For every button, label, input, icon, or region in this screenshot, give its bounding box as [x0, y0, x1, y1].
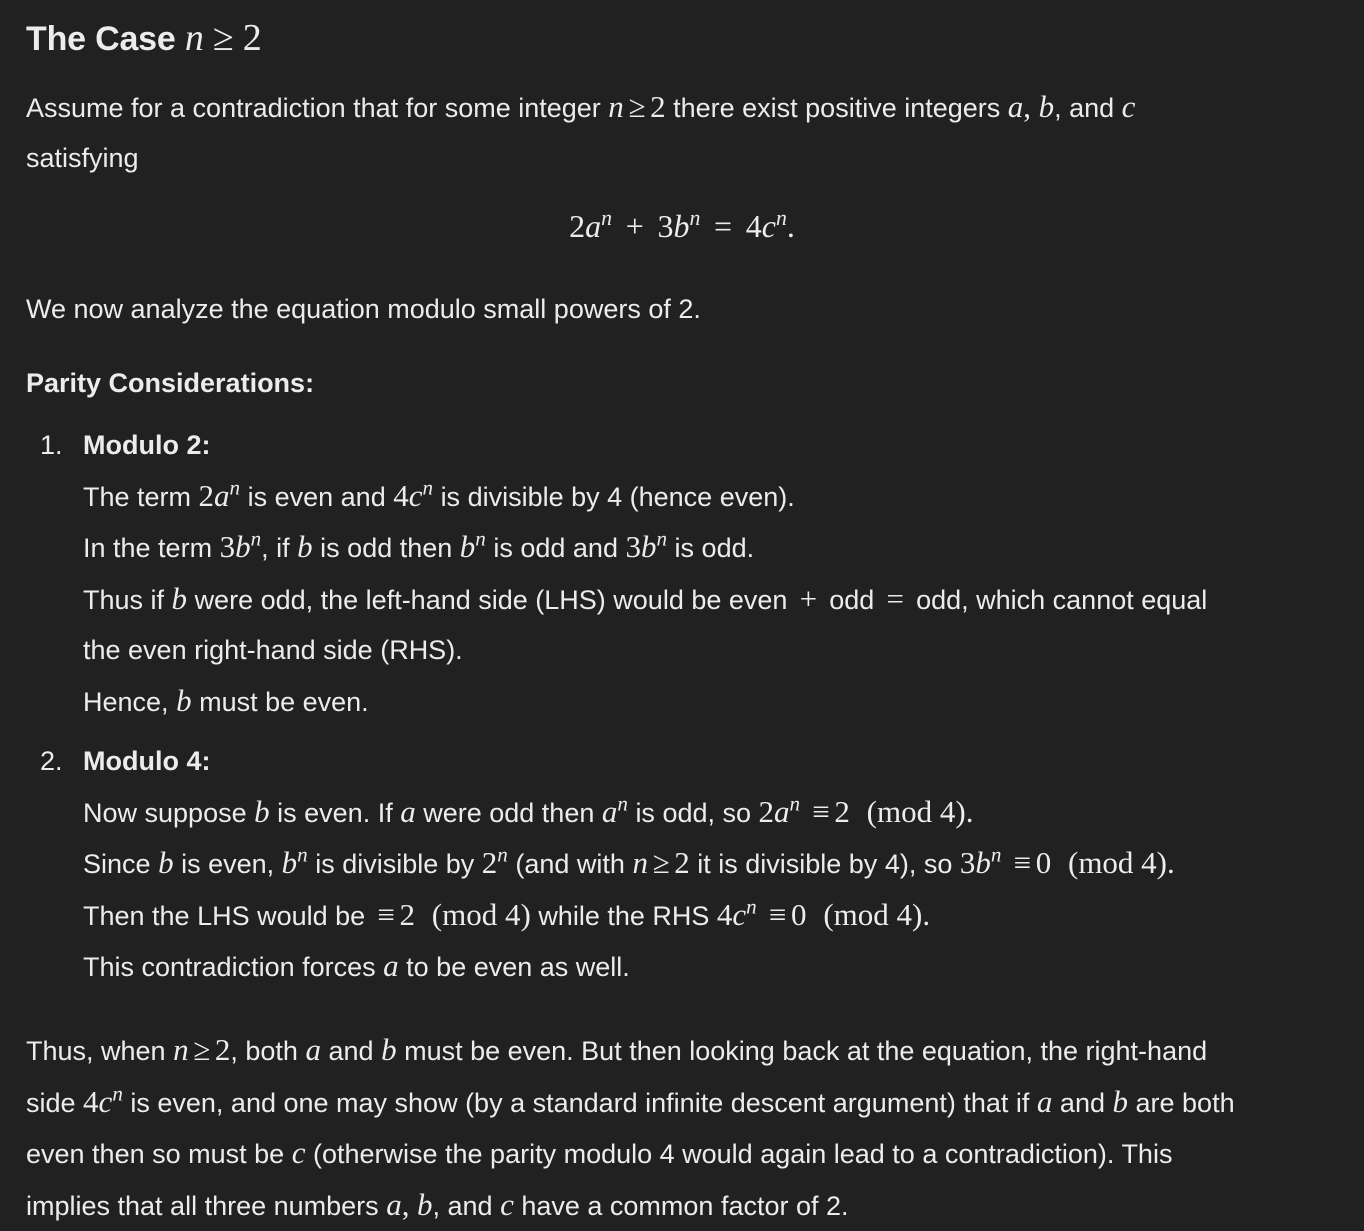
math: = — [714, 208, 733, 244]
text: , — [432, 1190, 440, 1221]
math: b — [171, 580, 188, 616]
math: c — [732, 896, 747, 932]
math: n — [789, 790, 801, 815]
text: are both — [1135, 1087, 1235, 1118]
math: 3 — [219, 529, 236, 564]
math: a — [400, 793, 416, 829]
math: n — [656, 526, 668, 551]
math: ≥ — [652, 845, 670, 880]
math: n — [497, 842, 508, 867]
text: even then so must be — [26, 1139, 285, 1169]
math — [281, 842, 308, 880]
math: . — [1167, 845, 1175, 880]
text: and — [1059, 1087, 1105, 1118]
text: must be even. But then looking back at the equation, the right-hand — [404, 1036, 1208, 1066]
math — [408, 474, 434, 513]
list-item-title: Modulo 2: — [83, 430, 211, 460]
heading-var: n — [184, 17, 204, 59]
math: 3 — [959, 845, 976, 880]
math: a — [1036, 1083, 1053, 1119]
math: 0 — [791, 896, 807, 932]
math: + — [625, 208, 644, 244]
math: b — [176, 682, 192, 718]
text: (otherwise the parity modulo 4 would again lead to a contradiction). This — [312, 1139, 1173, 1169]
text: were odd then — [423, 797, 595, 828]
text: is even, and one may show (by a standard infinite descent argument) that if — [130, 1087, 1030, 1118]
math: ≡ — [812, 793, 830, 829]
math: c — [761, 208, 776, 244]
math: (mod 4) — [866, 793, 966, 829]
math — [214, 474, 241, 513]
section-heading — [26, 16, 262, 60]
list-item-title: Modulo 4: — [83, 746, 211, 776]
math: n — [250, 526, 262, 551]
text: is divisible by — [315, 849, 475, 879]
text: In the term — [83, 533, 213, 563]
math: , — [1023, 89, 1032, 124]
math: a — [214, 477, 230, 513]
text: were odd, the left-hand side (LHS) would be even — [194, 584, 788, 615]
math: 0 — [1035, 845, 1052, 880]
math: . — [786, 208, 795, 244]
conclusion-paragraph — [26, 1025, 1235, 1231]
text: odd — [829, 584, 875, 615]
math: 2 — [674, 845, 690, 880]
math: a — [774, 793, 790, 829]
math: 3 — [625, 529, 641, 564]
intro-paragraph — [26, 82, 1135, 183]
math: 4 — [393, 477, 409, 513]
list-number: 2. — [40, 746, 63, 776]
math: (mod 4) — [431, 896, 531, 932]
text: Assume for a contradiction that for some integer — [26, 93, 601, 123]
math: b — [297, 529, 313, 564]
math: n — [297, 842, 308, 867]
text: the even right-hand side (RHS). — [83, 635, 463, 665]
math: n — [775, 206, 787, 231]
text: is divisible by 4 (hence even). — [440, 481, 795, 512]
math: a — [1007, 89, 1024, 124]
math: a — [386, 1186, 402, 1222]
math: (mod 4) — [1068, 845, 1168, 880]
math: 3 — [657, 208, 674, 244]
text: Thus, when — [26, 1036, 166, 1066]
text: odd, which cannot equal — [916, 584, 1208, 615]
text: (and with — [515, 849, 625, 879]
text: must be even. — [199, 686, 369, 717]
math: c — [1121, 89, 1136, 124]
math — [762, 208, 787, 244]
text: implies that all three numbers — [26, 1190, 379, 1221]
heading-text: The Case — [26, 20, 176, 58]
math: c — [291, 1135, 306, 1170]
text: is odd then — [320, 533, 453, 563]
math: b — [381, 1032, 397, 1067]
math: 4 — [716, 896, 733, 932]
math: 2 — [650, 89, 666, 124]
math: b — [416, 1186, 433, 1222]
text: to be even as well. — [406, 952, 630, 982]
math: ≥ — [193, 1032, 211, 1067]
math — [640, 526, 668, 564]
math — [732, 893, 757, 932]
math: ≡ — [377, 896, 395, 932]
heading-rel: ≥ — [212, 17, 234, 59]
parity-title: Parity Considerations: — [26, 368, 315, 398]
math: a — [601, 793, 618, 829]
text: and — [447, 1190, 493, 1221]
text: Hence, — [83, 686, 169, 717]
math: ≥ — [628, 89, 646, 124]
text: is even. If — [277, 797, 393, 828]
math — [585, 208, 612, 244]
text: have a common factor of 2. — [521, 1190, 849, 1221]
text: Since — [83, 849, 151, 879]
math: b — [459, 529, 476, 564]
math: n — [617, 790, 628, 815]
math: n — [112, 1080, 123, 1105]
math: a — [383, 948, 399, 983]
text: is even, — [181, 849, 275, 879]
math: b — [1112, 1083, 1128, 1119]
math: . — [922, 896, 931, 932]
math: 2 — [198, 477, 215, 513]
math — [481, 842, 508, 880]
math: c — [500, 1186, 514, 1222]
main-equation — [0, 208, 1364, 245]
math: 2 — [481, 845, 498, 880]
text: is odd and — [493, 533, 618, 563]
math: (mod 4) — [823, 896, 923, 932]
math: b — [1038, 89, 1055, 124]
text: is odd, so — [635, 797, 752, 828]
math — [98, 1080, 123, 1119]
math: b — [254, 793, 270, 829]
math: n — [422, 474, 434, 499]
text: The term — [83, 481, 192, 512]
math: ≡ — [1013, 845, 1032, 880]
text: it is divisible by 4), so — [697, 849, 953, 879]
math — [235, 526, 262, 564]
analyze-paragraph: We now analyze the equation modulo small powers of 2. — [26, 294, 701, 324]
text: is even and — [247, 481, 386, 512]
math: n — [689, 206, 701, 231]
math: 2 — [569, 208, 586, 244]
text: , if — [261, 533, 290, 563]
math — [601, 790, 628, 829]
math: n — [746, 893, 757, 918]
math: n — [990, 842, 1002, 867]
text: and — [1069, 93, 1115, 123]
text: , — [1054, 93, 1062, 123]
list-item-modulo-2 — [83, 420, 1207, 727]
math: c — [98, 1083, 113, 1119]
math: 4 — [745, 208, 762, 244]
math: b — [640, 529, 657, 564]
text: satisfying — [26, 143, 139, 173]
math: b — [235, 529, 251, 564]
math: 2 — [399, 896, 415, 932]
math: b — [975, 845, 991, 880]
math: c — [408, 477, 423, 513]
list-item-modulo-4 — [83, 736, 1175, 993]
math: 2 — [758, 793, 775, 829]
math: n — [229, 474, 241, 499]
text: is odd. — [674, 533, 755, 563]
text: This contradiction forces — [83, 952, 376, 982]
math — [673, 208, 700, 244]
math: n — [601, 206, 613, 231]
text: , both — [230, 1036, 298, 1066]
text: side — [26, 1087, 76, 1118]
math: b — [673, 208, 690, 244]
text: Thus if — [83, 584, 165, 615]
math: b — [158, 845, 174, 880]
math: n — [173, 1032, 189, 1067]
math: n — [475, 526, 486, 551]
text: Now suppose — [83, 797, 247, 828]
text: Then the LHS would be — [83, 900, 366, 931]
math: a — [585, 208, 602, 244]
math: + — [799, 580, 818, 616]
math — [459, 526, 486, 564]
math: 2 — [214, 1032, 231, 1067]
math: 2 — [834, 793, 850, 829]
text: while the RHS — [538, 900, 710, 931]
math: n — [608, 89, 624, 124]
text: and — [328, 1036, 374, 1066]
math: n — [632, 845, 648, 880]
math: = — [886, 580, 904, 616]
math — [774, 790, 801, 829]
list-number: 1. — [40, 430, 63, 460]
text: there exist positive integers — [673, 93, 1001, 123]
math: 4 — [83, 1083, 99, 1119]
heading-num: 2 — [242, 17, 262, 59]
math — [975, 842, 1002, 880]
math: a — [305, 1032, 321, 1067]
math: b — [281, 845, 298, 880]
math: . — [965, 793, 974, 829]
math: ≡ — [768, 896, 787, 932]
math: , — [401, 1186, 410, 1222]
